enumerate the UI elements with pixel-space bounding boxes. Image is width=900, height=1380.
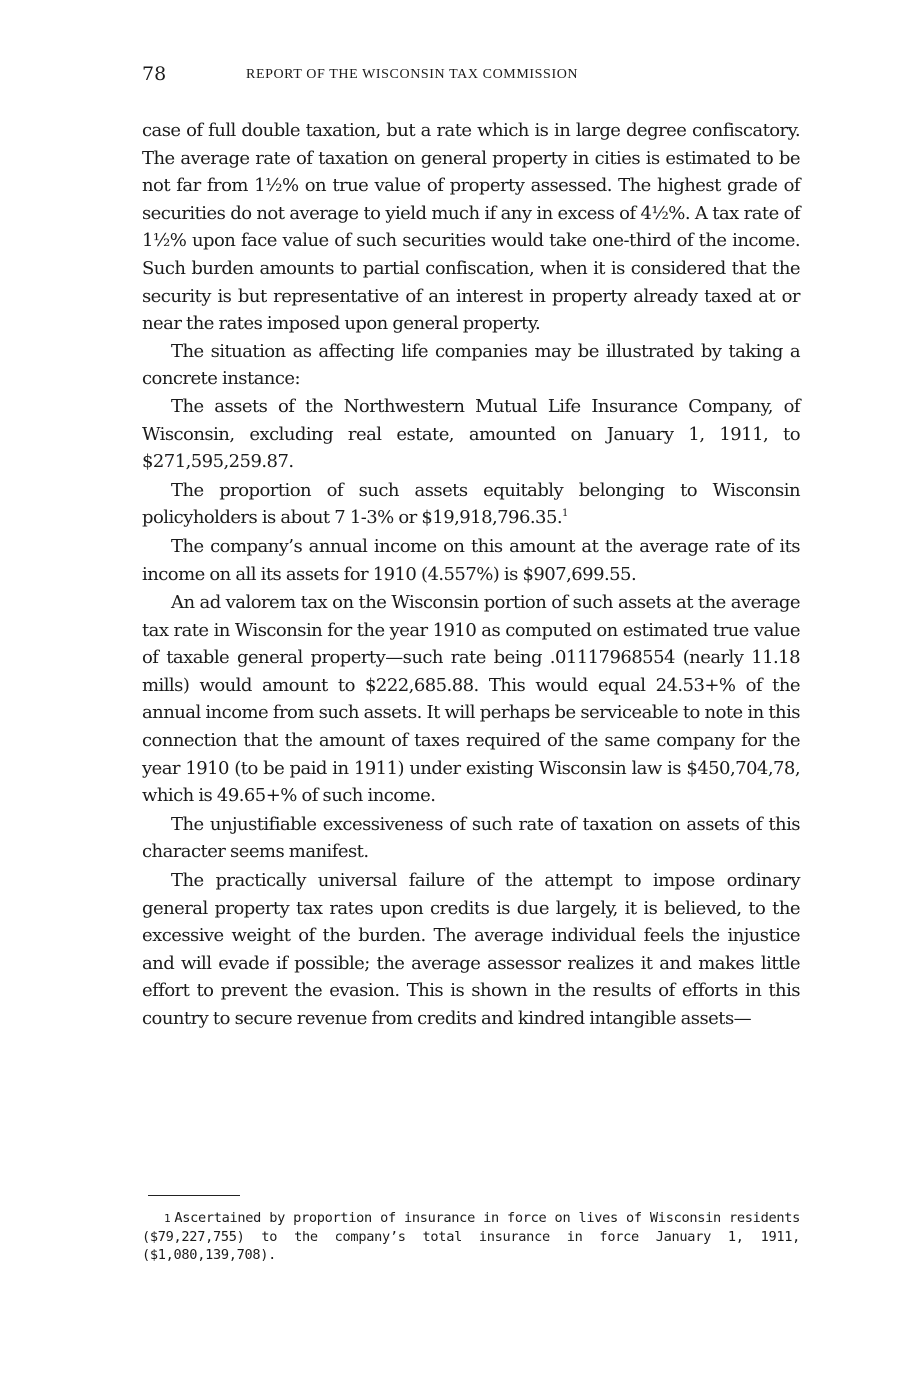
- running-head: REPORT OF THE WISCONSIN TAX COMMISSION: [246, 67, 579, 82]
- paragraph-5: The company’s annual income on this amount at the average rate of its income on all its assets for 1910 (4.557%) is $907,699.55.: [142, 535, 800, 585]
- body-text: [142, 117, 800, 1033]
- paragraph-4: [142, 477, 800, 532]
- paragraph-6: An ad valorem tax on the Wisconsin portion of such assets at the average tax rate in Wisconsin for the year 1910 as computed on estimated true value of taxable general property—such rate being .01117968554 (nearly 11.18 mills) would amount to $222,685.88. This would equal 24.53+% of the annual income from such assets. It will perhaps be serviceable to note in this connection that the amount of taxes required of the same company for the year 1910 (to be paid in 1911) under existing Wisconsin law is $450,704,78, which is 49.65+% of such income.: [142, 592, 800, 807]
- footnote: [142, 1209, 800, 1264]
- footnote-text: Ascertained by proportion of insurance in force on lives of Wisconsin residents ($79,227,755) to the company’s total insurance in force January 1, 1911, ($1,080,139,708).: [142, 1210, 800, 1263]
- footnote-divider: [148, 1195, 240, 1196]
- paragraph-2: The situation as affecting life companies may be illustrated by taking a concrete instance:: [142, 340, 800, 390]
- paragraph-8: The practically universal failure of the attempt to impose ordinary general property tax rates upon credits is due largely, it is believed, to the excessive weight of the burden. The average individual feels the injustice and will evade if possible; the average assessor realizes it and makes little effort to prevent the evasion. This is shown in the results of efforts in this country to secure revenue from credits and kindred intangible assets—: [142, 870, 800, 1029]
- paragraph-1: case of full double taxation, but a rate which is in large degree confiscatory. The average rate of taxation on general property in cities is estimated to be not far from 1½% on true value of property assessed. The highest grade of securities do not average to yield much if any in excess of 4½%. A tax rate of 1½% upon face value of such securities would take one-third of the income. Such burden amounts to partial confiscation, when it is considered that the security is but representative of an interest in property already taxed at or near the rates imposed upon general property.: [142, 120, 800, 335]
- paragraph-3: The assets of the Northwestern Mutual Life Insurance Company, of Wisconsin, excluding real estate, amounted on January 1, 1911, to $271,595,259.87.: [142, 395, 800, 473]
- footnote-marker: 1: [164, 1212, 171, 1225]
- page-header: [142, 60, 800, 90]
- footnote-reference: 1: [562, 508, 568, 520]
- page-number: 78: [142, 63, 167, 85]
- paragraph-7: The unjustifiable excessiveness of such rate of taxation on assets of this character seems manifest.: [142, 813, 800, 863]
- paragraph-4-text: The proportion of such assets equitably belonging to Wisconsin policyholders is about 7 1-3% or $19,918,796.35.: [142, 479, 800, 529]
